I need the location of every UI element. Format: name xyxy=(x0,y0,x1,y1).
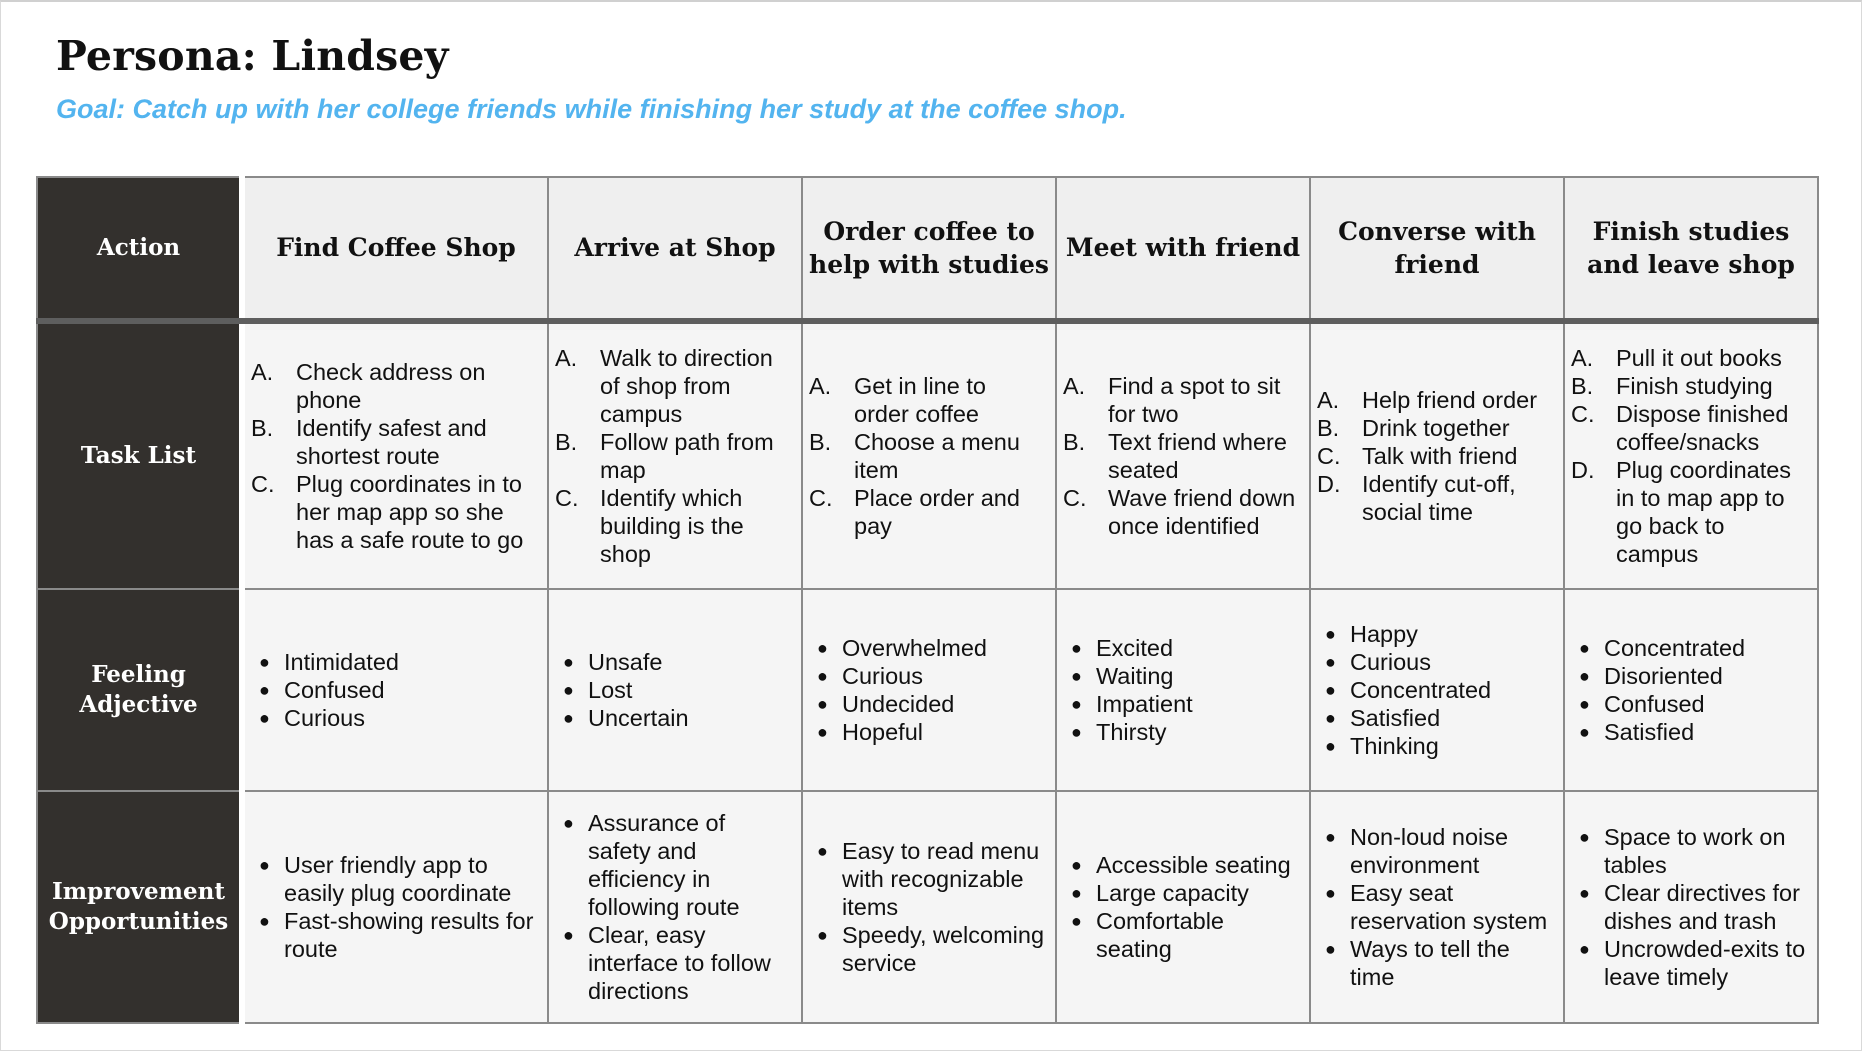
bullet-icon: ● xyxy=(1579,938,1590,959)
bullet-icon: ● xyxy=(1579,638,1590,659)
improvement-cell xyxy=(802,791,1056,1023)
improvement-row xyxy=(37,791,1818,1023)
list-item xyxy=(817,634,1047,662)
bullet-icon: ● xyxy=(1071,638,1082,659)
list-item-text: Disoriented xyxy=(1604,663,1723,690)
list-item-text: Impatient xyxy=(1096,691,1193,718)
list-letter: A. xyxy=(1571,345,1594,372)
list-item-text: Uncertain xyxy=(588,705,689,732)
list-item xyxy=(1579,879,1809,935)
list-item xyxy=(563,648,793,676)
task-list xyxy=(245,358,547,554)
list-item-text: Fast-showing results for route xyxy=(284,907,534,962)
bullet-list xyxy=(549,648,801,732)
list-item-text: Clear, easy interface to follow directions xyxy=(588,921,771,1004)
task-list xyxy=(549,344,801,568)
bullet-icon: ● xyxy=(1579,666,1590,687)
bullet-icon: ● xyxy=(259,708,270,729)
improvement-cell xyxy=(1564,791,1818,1023)
bullet-icon: ● xyxy=(1071,666,1082,687)
list-item-text: Curious xyxy=(842,663,923,690)
bullet-icon: ● xyxy=(1579,826,1590,847)
list-item-text: Confused xyxy=(1604,691,1705,718)
list-item xyxy=(1063,428,1301,484)
list-item-text: Hopeful xyxy=(842,719,923,746)
list-letter: C. xyxy=(1571,401,1595,428)
bullet-list xyxy=(1057,634,1309,746)
task-cell xyxy=(1056,321,1310,589)
list-item-text: Accessible seating xyxy=(1096,851,1291,878)
stage-header: Arrive at Shop xyxy=(548,177,802,321)
list-item-text: Assurance of safety and efficiency in following route xyxy=(588,809,740,920)
list-item-text: Identify safest and shortest route xyxy=(296,415,487,470)
row-header-improvement: Improvement Opportunities xyxy=(37,791,242,1023)
list-item xyxy=(259,907,539,963)
task-cell xyxy=(242,321,548,589)
list-item xyxy=(817,718,1047,746)
stage-header: Finish studies and leave shop xyxy=(1564,177,1818,321)
list-item xyxy=(809,372,1047,428)
task-cell xyxy=(802,321,1056,589)
list-item-text: Curious xyxy=(1350,649,1431,676)
list-item xyxy=(817,837,1047,921)
list-item xyxy=(1071,718,1301,746)
bullet-icon: ● xyxy=(1325,938,1336,959)
list-item xyxy=(817,921,1047,977)
bullet-icon: ● xyxy=(1325,736,1336,757)
list-item xyxy=(1063,372,1301,428)
list-item-text: Happy xyxy=(1350,621,1418,648)
row-header-task-list: Task List xyxy=(37,321,242,589)
list-item xyxy=(1579,718,1809,746)
list-item xyxy=(251,414,539,470)
list-item-text: Undecided xyxy=(842,691,955,718)
bullet-icon: ● xyxy=(817,694,828,715)
list-item-text: Space to work on tables xyxy=(1604,823,1786,878)
list-letter: C. xyxy=(1317,443,1341,470)
feeling-row xyxy=(37,589,1818,790)
list-letter: A. xyxy=(555,345,578,372)
bullet-icon: ● xyxy=(259,910,270,931)
list-item-text: Unsafe xyxy=(588,649,663,676)
list-letter: C. xyxy=(1063,485,1087,512)
list-item xyxy=(1325,648,1555,676)
persona-title: Persona: Lindsey xyxy=(56,32,449,80)
list-item-text: Large capacity xyxy=(1096,879,1249,906)
feeling-cell xyxy=(242,589,548,790)
task-list-row xyxy=(37,321,1818,589)
list-item xyxy=(817,662,1047,690)
list-item xyxy=(563,676,793,704)
bullet-icon: ● xyxy=(563,812,574,833)
list-item xyxy=(259,704,539,732)
list-letter: B. xyxy=(1317,415,1340,442)
list-item-text: Get in line to order coffee xyxy=(854,373,986,428)
list-item-text: Concentrated xyxy=(1604,635,1746,662)
list-item xyxy=(1071,907,1301,963)
bullet-icon: ● xyxy=(1325,624,1336,645)
list-item xyxy=(1579,634,1809,662)
bullet-icon: ● xyxy=(1071,854,1082,875)
task-list xyxy=(1311,386,1563,526)
list-item-text: Comfortable seating xyxy=(1096,907,1224,962)
list-item xyxy=(259,676,539,704)
list-item-text: Non-loud noise environment xyxy=(1350,823,1509,878)
bullet-icon: ● xyxy=(817,840,828,861)
list-item xyxy=(1063,484,1301,540)
row-header-action: Action xyxy=(37,177,242,321)
list-letter: D. xyxy=(1317,471,1341,498)
list-item-text: Dispose finished coffee/snacks xyxy=(1616,401,1789,456)
bullet-icon: ● xyxy=(563,652,574,673)
list-item xyxy=(555,344,793,428)
feeling-cell xyxy=(548,589,802,790)
stage-header: Find Coffee Shop xyxy=(242,177,548,321)
list-item-text: Wave friend down once identified xyxy=(1108,485,1296,540)
list-item xyxy=(1579,823,1809,879)
list-item xyxy=(259,851,539,907)
action-row xyxy=(37,177,1818,321)
task-cell xyxy=(548,321,802,589)
list-item xyxy=(1317,386,1555,414)
list-item-text: Finish studying xyxy=(1616,373,1773,400)
bullet-icon: ● xyxy=(1579,882,1590,903)
bullet-icon: ● xyxy=(259,854,270,875)
list-item-text: Confused xyxy=(284,677,385,704)
list-item-text: User friendly app to easily plug coordinate xyxy=(284,851,512,906)
list-item xyxy=(1571,456,1809,568)
list-item-text: Clear directives for dishes and trash xyxy=(1604,879,1800,934)
improvement-cell xyxy=(548,791,802,1023)
list-item xyxy=(1325,823,1555,879)
list-item-text: Plug coordinates in to her map app so she has a safe route to go xyxy=(296,471,524,554)
bullet-list xyxy=(1057,851,1309,963)
task-list xyxy=(1565,344,1817,568)
list-letter: C. xyxy=(555,485,579,512)
list-item xyxy=(555,484,793,568)
bullet-icon: ● xyxy=(1325,826,1336,847)
bullet-icon: ● xyxy=(563,708,574,729)
list-letter: A. xyxy=(1317,387,1340,414)
persona-goal: Goal: Catch up with her college friends while finishing her study at the coffee shop. xyxy=(56,94,1127,124)
bullet-icon: ● xyxy=(1325,708,1336,729)
journey-map-table xyxy=(36,176,1819,1024)
bullet-icon: ● xyxy=(1071,882,1082,903)
list-item xyxy=(1071,662,1301,690)
task-cell xyxy=(1310,321,1564,589)
bullet-icon: ● xyxy=(1071,910,1082,931)
list-item xyxy=(251,470,539,554)
stage-header: Order coffee to help with studies xyxy=(802,177,1056,321)
list-item-text: Talk with friend xyxy=(1362,443,1518,470)
list-item xyxy=(1579,690,1809,718)
list-item-text: Identify which building is the shop xyxy=(600,485,744,568)
list-item xyxy=(1071,634,1301,662)
list-item xyxy=(1071,879,1301,907)
list-item-text: Concentrated xyxy=(1350,677,1492,704)
list-item-text: Follow path from map xyxy=(600,429,774,484)
bullet-icon: ● xyxy=(259,680,270,701)
list-item-text: Pull it out books xyxy=(1616,345,1782,372)
list-item-text: Speedy, welcoming service xyxy=(842,921,1045,976)
list-item xyxy=(1325,704,1555,732)
list-item xyxy=(1317,414,1555,442)
bullet-icon: ● xyxy=(1071,694,1082,715)
feeling-cell xyxy=(802,589,1056,790)
improvement-cell xyxy=(1310,791,1564,1023)
bullet-icon: ● xyxy=(563,680,574,701)
list-item-text: Thirsty xyxy=(1096,719,1167,746)
list-item xyxy=(1071,690,1301,718)
list-item-text: Intimidated xyxy=(284,649,399,676)
list-letter: B. xyxy=(809,429,832,456)
list-item-text: Plug coordinates in to map app to go back to campus xyxy=(1616,457,1792,568)
bullet-list xyxy=(1311,620,1563,760)
bullet-icon: ● xyxy=(259,652,270,673)
list-letter: C. xyxy=(809,485,833,512)
list-item xyxy=(1071,851,1301,879)
list-item-text: Uncrowded-exits to leave timely xyxy=(1604,935,1806,990)
list-item-text: Waiting xyxy=(1096,663,1174,690)
list-item-text: Check address on phone xyxy=(296,359,486,414)
list-item xyxy=(1579,935,1809,991)
bullet-list xyxy=(245,851,547,963)
list-item xyxy=(1325,620,1555,648)
list-item xyxy=(809,428,1047,484)
list-item-text: Text friend where seated xyxy=(1108,429,1287,484)
list-item-text: Satisfied xyxy=(1350,705,1441,732)
feeling-cell xyxy=(1310,589,1564,790)
bullet-icon: ● xyxy=(563,924,574,945)
bullet-list xyxy=(1565,634,1817,746)
list-letter: B. xyxy=(555,429,578,456)
list-item xyxy=(251,358,539,414)
feeling-cell xyxy=(1056,589,1310,790)
bullet-list xyxy=(1565,823,1817,991)
list-item-text: Satisfied xyxy=(1604,719,1695,746)
bullet-icon: ● xyxy=(817,924,828,945)
list-item xyxy=(555,428,793,484)
list-letter: B. xyxy=(1063,429,1086,456)
list-item xyxy=(1325,732,1555,760)
list-item xyxy=(1317,470,1555,526)
task-list xyxy=(1057,372,1309,540)
bullet-icon: ● xyxy=(1579,694,1590,715)
list-item-text: Overwhelmed xyxy=(842,635,987,662)
list-item-text: Easy to read menu with recognizable items xyxy=(842,837,1040,920)
list-item xyxy=(1325,879,1555,935)
row-header-feeling: Feeling Adjective xyxy=(37,589,242,790)
bullet-list xyxy=(1311,823,1563,991)
list-item xyxy=(809,484,1047,540)
feeling-cell xyxy=(1564,589,1818,790)
improvement-cell xyxy=(242,791,548,1023)
bullet-icon: ● xyxy=(1579,722,1590,743)
list-item-text: Thinking xyxy=(1350,733,1439,760)
list-letter: A. xyxy=(251,359,274,386)
list-item-text: Drink together xyxy=(1362,415,1510,442)
list-item xyxy=(1571,372,1809,400)
bullet-icon: ● xyxy=(1325,882,1336,903)
list-item-text: Place order and pay xyxy=(854,485,1020,540)
bullet-icon: ● xyxy=(1071,722,1082,743)
bullet-icon: ● xyxy=(817,666,828,687)
list-item-text: Identify cut-off, social time xyxy=(1362,471,1516,526)
stage-header: Converse with friend xyxy=(1310,177,1564,321)
list-item xyxy=(563,704,793,732)
bullet-list xyxy=(803,837,1055,977)
list-item-text: Excited xyxy=(1096,635,1174,662)
list-item xyxy=(1325,935,1555,991)
list-item xyxy=(1571,400,1809,456)
list-item xyxy=(1571,344,1809,372)
bullet-icon: ● xyxy=(1325,680,1336,701)
task-cell xyxy=(1564,321,1818,589)
list-item-text: Choose a menu item xyxy=(854,429,1020,484)
list-letter: B. xyxy=(1571,373,1594,400)
list-item-text: Lost xyxy=(588,677,633,704)
list-item xyxy=(1579,662,1809,690)
list-item xyxy=(1325,676,1555,704)
list-letter: A. xyxy=(1063,373,1086,400)
list-item xyxy=(817,690,1047,718)
list-item-text: Find a spot to sit for two xyxy=(1108,373,1281,428)
bullet-icon: ● xyxy=(1325,652,1336,673)
list-item-text: Ways to tell the time xyxy=(1350,935,1510,990)
stage-header: Meet with friend xyxy=(1056,177,1310,321)
list-item-text: Walk to direction of shop from campus xyxy=(600,345,773,428)
list-item-text: Curious xyxy=(284,705,365,732)
improvement-cell xyxy=(1056,791,1310,1023)
list-letter: C. xyxy=(251,471,275,498)
list-item-text: Help friend order xyxy=(1362,387,1538,414)
task-list xyxy=(803,372,1055,540)
list-letter: A. xyxy=(809,373,832,400)
bullet-list xyxy=(245,648,547,732)
list-item xyxy=(1317,442,1555,470)
list-item xyxy=(563,921,793,1005)
list-letter: D. xyxy=(1571,457,1595,484)
list-letter: B. xyxy=(251,415,274,442)
list-item-text: Easy seat reservation system xyxy=(1350,879,1548,934)
bullet-list xyxy=(549,809,801,1005)
list-item xyxy=(563,809,793,921)
bullet-icon: ● xyxy=(817,722,828,743)
list-item xyxy=(259,648,539,676)
bullet-list xyxy=(803,634,1055,746)
bullet-icon: ● xyxy=(817,638,828,659)
